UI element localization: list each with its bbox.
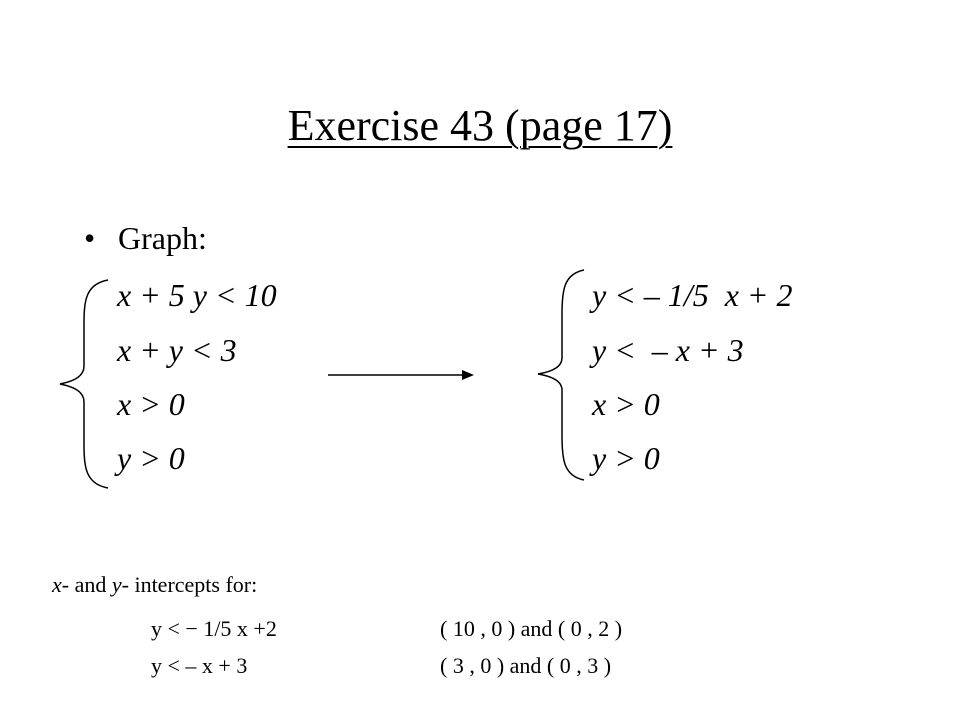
right-inequality-1: y < – 1/5 x + 2 bbox=[592, 277, 793, 313]
intercept-equation-1: y < − 1/5 x +2 bbox=[151, 616, 277, 641]
bullet-icon: • bbox=[84, 220, 96, 256]
right-brace-icon bbox=[532, 268, 592, 482]
bullet-label: Graph: bbox=[118, 220, 207, 256]
left-brace-icon bbox=[56, 278, 116, 490]
intercepts-heading-y: y bbox=[111, 572, 122, 597]
intercept-points-2: ( 3 , 0 ) and ( 0 , 3 ) bbox=[440, 653, 612, 678]
slide-title bbox=[0, 100, 960, 152]
right-arrow-icon bbox=[328, 368, 478, 382]
intercepts-heading-x: x bbox=[52, 572, 62, 597]
slide-title-text: Exercise 43 (page 17) bbox=[287, 101, 673, 150]
right-inequality-4: y > 0 bbox=[592, 440, 660, 476]
intercepts-heading-mid: - and bbox=[61, 572, 112, 597]
left-inequality-2: x + y < 3 bbox=[117, 332, 237, 368]
intercept-points-1: ( 10 , 0 ) and ( 0 , 2 ) bbox=[440, 616, 623, 641]
right-inequality-3: x > 0 bbox=[592, 386, 660, 422]
right-inequality-2: y < – x + 3 bbox=[592, 332, 744, 368]
left-inequality-3: x > 0 bbox=[117, 386, 185, 422]
left-inequality-4: y > 0 bbox=[117, 440, 185, 476]
intercepts-heading bbox=[52, 571, 257, 599]
intercepts-heading-tail: - intercepts for: bbox=[121, 572, 258, 597]
bullet-item-graph bbox=[84, 218, 207, 258]
left-inequality-1: x + 5 y < 10 bbox=[117, 277, 277, 313]
intercept-equation-2: y < – x + 3 bbox=[151, 653, 248, 678]
